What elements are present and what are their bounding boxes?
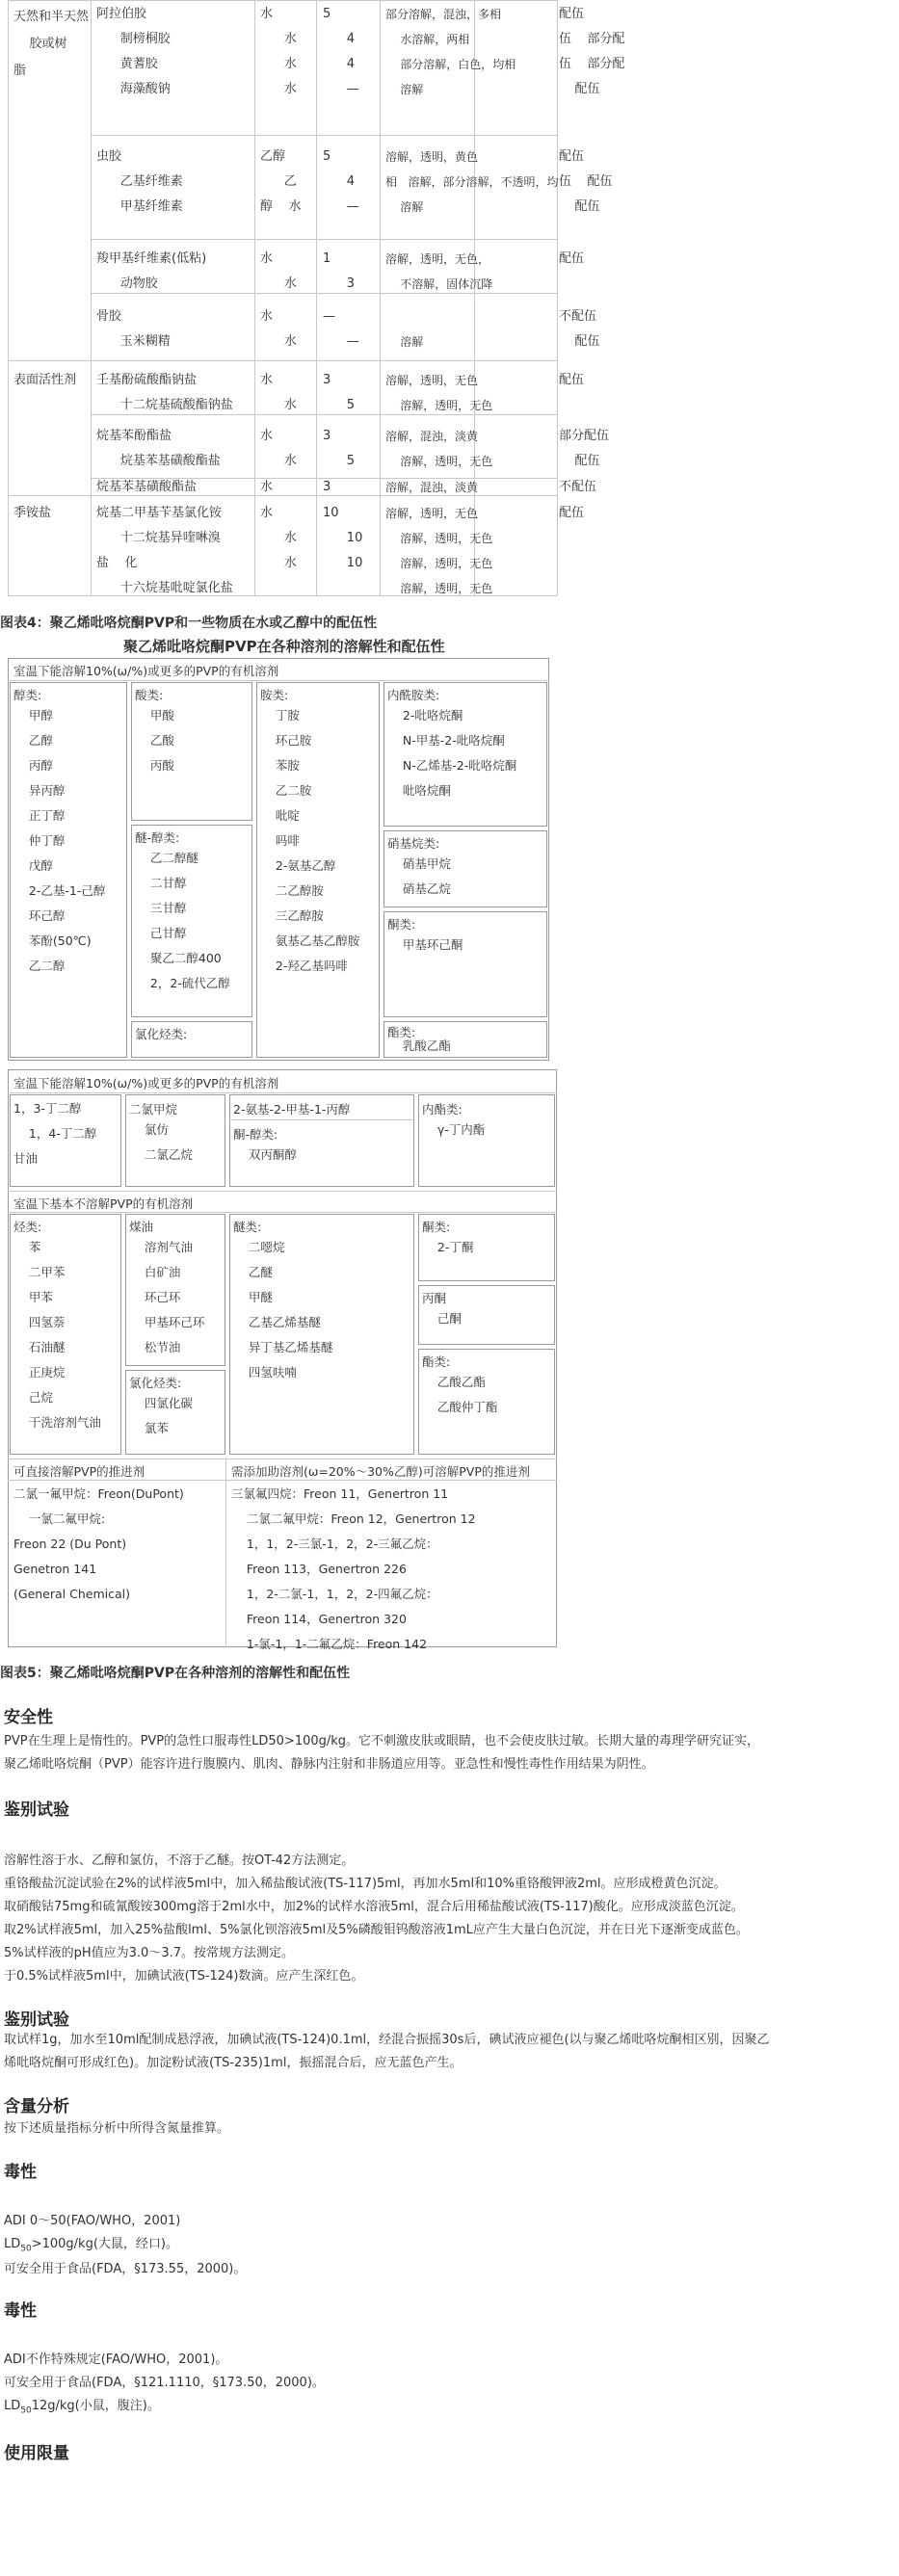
table-cell: 配伍 xyxy=(559,251,585,266)
column-title: 醇类: xyxy=(13,688,42,702)
paragraph: 可安全用于食品(FDA，§173.55，2000)。 xyxy=(4,2262,247,2276)
table-cell: 天然和半天然 胶或树 脂 xyxy=(13,10,90,78)
table-cell: 3 5 xyxy=(323,373,356,412)
table-cell: 配伍 xyxy=(559,373,585,387)
table-title: 聚乙烯吡咯烷酮PVP在各种溶剂的溶解性和配伍性 xyxy=(123,638,445,655)
figure-caption: 图表4：聚乙烯吡咯烷酮PVP和一些物质在水或乙醇中的配伍性 xyxy=(0,616,378,631)
paragraph: $LD_{50}12g/kg$(小鼠，腹注)。 xyxy=(4,2399,160,2416)
table-cell: 溶解，透明，黄色 相 溶解，部分溶解，不透明，均 溶解 xyxy=(385,150,559,214)
table-cell: 季铵盐 xyxy=(13,506,52,520)
paragraph: $LD_{50}>100g/kg$(大鼠，经口)。 xyxy=(4,2237,178,2254)
paragraph: 烯吡咯烷酮可形成红色)。加淀粉试液(TS-235)1ml，振摇混合后，应无蓝色产生。 xyxy=(4,2056,463,2070)
table-cell: 3 xyxy=(323,480,331,494)
paragraph: 取硝酸钴75mg和硫氰酸铵300mg溶于2ml水中，加2%的试样水溶液5ml，混合后用稀盐酸试液(TS-117)酸化。应形成淡蓝色沉淀。 xyxy=(4,1900,744,1914)
column-title: 酸类: xyxy=(135,688,164,702)
table-cell: 不配伍 配伍 xyxy=(559,309,600,349)
paragraph: 按下述质量指标分析中所得含氮量推算。 xyxy=(4,2121,230,2136)
table-header: 可直接溶解PVP的推进剂 xyxy=(13,1464,145,1479)
table-cell: 烷基二甲基苄基氯化铵 十二烷基异喹啉溴 盐 化 十六烷基吡啶氯化盐 xyxy=(96,506,233,595)
section-heading: 鉴别试验 xyxy=(4,1801,69,1820)
paragraph: PVP在生理上是惰性的。PVP的急性口服毒性LD50>100g/kg。它不刺激皮肤或眼睛，也不会使皮肤过敏。长期大量的毒理学研究证实， xyxy=(4,1734,760,1748)
column-title: 丙酮 xyxy=(422,1291,447,1305)
solvent-list: 乙二醇醚 二甘醇 三甘醇 己甘醇 聚乙二醇400 2，2-硫代乙醇 xyxy=(149,851,230,990)
table-cell: 溶解，混浊，淡黄 溶解，透明，无色 xyxy=(385,430,493,468)
table-cell: 溶解，透明，无色， 不溶解，固体沉降 xyxy=(385,252,493,291)
section-heading: 安全性 xyxy=(4,1708,53,1727)
table-cell: 表面活性剂 xyxy=(13,373,77,387)
solvent-list: 双丙酮醇 xyxy=(233,1147,297,1162)
table-cell: 水 水 水 水 xyxy=(260,7,297,96)
table-cell: 虫胶 乙基纤维素 甲基纤维素 xyxy=(96,149,183,214)
solvent-list: 2-丁酮 xyxy=(422,1240,474,1254)
section-heading: 毒性 xyxy=(4,2163,37,2182)
table-cell: 配伍 伍 配伍 配伍 xyxy=(559,149,613,214)
table-cell: 骨胶 玉米糊精 xyxy=(96,309,171,349)
column-title: 酯类: xyxy=(387,1025,416,1039)
table-cell: 1 3 xyxy=(323,251,356,291)
solvent-list: 乳酸乙酯 xyxy=(387,1038,451,1053)
solvent-list: 硝基甲烷 硝基乙烷 xyxy=(402,856,451,896)
solvent-list: 溶剂气油 白矿油 环己环 甲基环己环 松节油 xyxy=(144,1240,205,1354)
column-title: 2-氨基-2-甲基-1-丙醇 xyxy=(233,1102,351,1117)
figure-caption: 图表5：聚乙烯吡咯烷酮PVP在各种溶剂的溶解性和配伍性 xyxy=(0,1666,351,1681)
section-heading: 毒性 xyxy=(4,2301,37,2321)
solvent-list: 丁胺 环己胺 苯胺 乙二胺 吡啶 吗啡 2-氨基乙醇 二乙醇胺 三乙醇胺 氨基乙基乙醇胺 2-羟乙基吗啡 xyxy=(275,708,360,973)
table-cell: 配伍 伍 部分配 伍 部分配 配伍 xyxy=(559,7,625,96)
column-title: 内酯类: xyxy=(422,1102,463,1117)
column-title: 氯化烃类: xyxy=(129,1376,182,1390)
column-title: 内酰胺类: xyxy=(387,688,440,702)
paragraph: ADI 0～50(FAO/WHO，2001) xyxy=(4,2214,181,2228)
table-cell: 5 4 — xyxy=(323,149,359,214)
solvent-list: 乙酸乙酯 乙酸仲丁酯 xyxy=(436,1375,498,1414)
column-title: 胺类: xyxy=(260,688,289,702)
section-heading: 使用限量 xyxy=(4,2444,69,2463)
paragraph: 可安全用于食品(FDA，§121.1110，§173.50，2000)。 xyxy=(4,2376,325,2390)
table-cell: 水 xyxy=(260,480,274,494)
table-cell: 乙醇 乙 醇 水 xyxy=(260,149,302,214)
solvent-list: 甲基环己酮 xyxy=(387,937,463,952)
paragraph: 5%试样液的pH值应为3.0～3.7。按常规方法测定。 xyxy=(4,1946,294,1960)
column-title: 醚类: xyxy=(233,1220,262,1234)
table-header: 室温下能溶解10%(ω/%)或更多的PVP的有机溶剂 xyxy=(13,664,279,678)
paragraph: 聚乙烯吡咯烷酮（PVP）能容许进行腹膜内、肌肉、静脉内注射和非肠道应用等。亚急性和慢性毒性作用结果为阴性。 xyxy=(4,1757,654,1772)
table-cell: 5 4 4 — xyxy=(323,7,359,96)
table-cell: 部分配伍 配伍 xyxy=(559,429,610,468)
table-cell: 阿拉伯胶 制榜桐胶 黄蓍胶 海藻酸钠 xyxy=(96,7,171,96)
solvent-list: 2-吡咯烷酮 N-甲基-2-吡咯烷酮 N-乙烯基-2-吡咯烷酮 吡咯烷酮 xyxy=(402,708,517,798)
table-cell: 溶解，透明，无色 溶解，透明，无色 溶解，透明，无色 溶解，透明，无色 xyxy=(385,507,493,595)
table-cell: 壬基酚硫酸酯钠盐 十二烷基硫酸酯钠盐 xyxy=(96,373,233,412)
table-cell: 羧甲基纤维素(低粘) 动物胶 xyxy=(96,251,207,291)
table-cell: 溶解，混浊，淡黄 xyxy=(385,481,479,494)
table-cell: 溶解 xyxy=(385,335,424,349)
table-cell: 3 5 xyxy=(323,429,356,468)
propellant-list: 二氯一氟甲烷：Freon(DuPont) 一氯二氟甲烷: Freon 22 (Du Pont) Genetron 141 (General Chemical) xyxy=(13,1486,184,1601)
table-cell: 不配伍 xyxy=(559,480,597,494)
solvent-list: 甲醇 乙醇 丙醇 异丙醇 正丁醇 仲丁醇 戊醇 2-乙基-1-己醇 环己醇 苯酚(50℃) 乙二醇 xyxy=(28,708,106,973)
table-cell: 配伍 xyxy=(559,506,585,520)
table-cell: 水 水 xyxy=(260,309,297,349)
table-cell: — — xyxy=(323,309,359,349)
section-heading: 鉴别试验 xyxy=(4,2011,69,2030)
solvent-list: 苯 二甲苯 甲苯 四氢萘 石油醚 正庚烷 己烷 干洗溶剂气油 xyxy=(28,1240,101,1430)
column-title: 酮类: xyxy=(422,1220,451,1234)
table-cell: 10 10 10 xyxy=(323,506,363,570)
column-title: 硝基烷类: xyxy=(387,836,440,851)
solvent-list: 甲酸 乙酸 丙酸 xyxy=(149,708,174,773)
table-cell: 水 水 xyxy=(260,251,297,291)
table-header: 需添加助溶剂(ω=20%～30%乙醇)可溶解PVP的推进剂 xyxy=(231,1464,530,1479)
table-cell: 部分溶解，混浊，多相 水溶解，两相 部分溶解，白色，均相 溶解 xyxy=(385,8,516,96)
column-title: 酮-醇类: xyxy=(233,1127,278,1142)
paragraph: 重铬酸盐沉淀试验在2%的试样液5ml中，加入稀盐酸试液(TS-117)5ml，再加水5ml和10%重铬酸钾液2ml。应形成橙黄色沉淀。 xyxy=(4,1877,727,1891)
solvent-list: 四氯化碳 氯苯 xyxy=(144,1396,193,1435)
solvent-list: 1，3-丁二醇 1，4-丁二醇 甘油 xyxy=(13,1101,97,1166)
solvent-list: 己酮 xyxy=(422,1311,462,1326)
table-cell: 溶解，透明，无色 溶解，透明，无色 xyxy=(385,374,493,412)
table-header: 室温下基本不溶解PVP的有机溶剂 xyxy=(13,1196,194,1211)
paragraph: 取试样1g，加水至10ml配制成悬浮液，加碘试液(TS-124)0.1ml，经混合振摇30s后，碘试液应褪色(以与聚乙烯吡咯烷酮相区别，因聚乙 xyxy=(4,2033,770,2047)
section-heading: 含量分析 xyxy=(4,2097,69,2116)
propellant-list: 三氯氟四烷：Freon 11，Genertron 11 二氯二氟甲烷：Freon 12，Genertron 12 1，1，2-三氯-1，2，2-三氟乙烷： Freon 113，Genertron 226 1，2-二氯-1，1，2，2-四氟乙烷： Freon 114，Genertron 320 1-氯-1，1-二氟乙烷：Freon 142 xyxy=(231,1486,476,1651)
paragraph: 取2%试样液5ml，加入25%盐酸lml、5%氯化钡溶液5ml及5%磷酸钼钨酸溶液1mL应产生大量白色沉淀，并在日光下逐渐变成蓝色。 xyxy=(4,1923,749,1937)
solvent-list: γ-丁内酯 xyxy=(422,1122,486,1137)
table-cell: 烷基苯基磺酸酯盐 xyxy=(96,480,198,494)
table-cell: 烷基苯酚酯盐 烷基苯基磺酸酯盐 xyxy=(96,429,221,468)
table-cell: 水 水 xyxy=(260,373,297,412)
column-title: 醚-醇类: xyxy=(135,830,180,845)
table-cell: 水 水 xyxy=(260,429,297,468)
column-title: 煤油 xyxy=(129,1220,154,1234)
column-title: 酯类: xyxy=(422,1354,451,1369)
solvent-list: 氯仿 二氯乙烷 xyxy=(144,1122,193,1162)
paragraph: 溶解性溶于水、乙醇和氯仿，不溶于乙醚。按OT-42方法测定。 xyxy=(4,1853,355,1868)
solvent-list: 二噁烷 乙醚 甲醚 乙基乙烯基醚 异丁基乙烯基醚 四氢呋喃 xyxy=(248,1240,333,1380)
table-header: 室温下能溶解10%(ω/%)或更多的PVP的有机溶剂 xyxy=(13,1076,279,1091)
column-title: 氯化烃类: xyxy=(135,1027,188,1041)
paragraph: 于0.5%试样液5ml中，加碘试液(TS-124)数滴。应产生深红色。 xyxy=(4,1969,364,1984)
table-cell: 水 水 水 xyxy=(260,506,297,570)
column-title: 烃类: xyxy=(13,1220,42,1234)
paragraph: ADI不作特殊规定(FAO/WHO，2001)。 xyxy=(4,2353,228,2367)
column-title: 酮类: xyxy=(387,917,416,932)
column-title: 二氯甲烷 xyxy=(129,1102,178,1117)
